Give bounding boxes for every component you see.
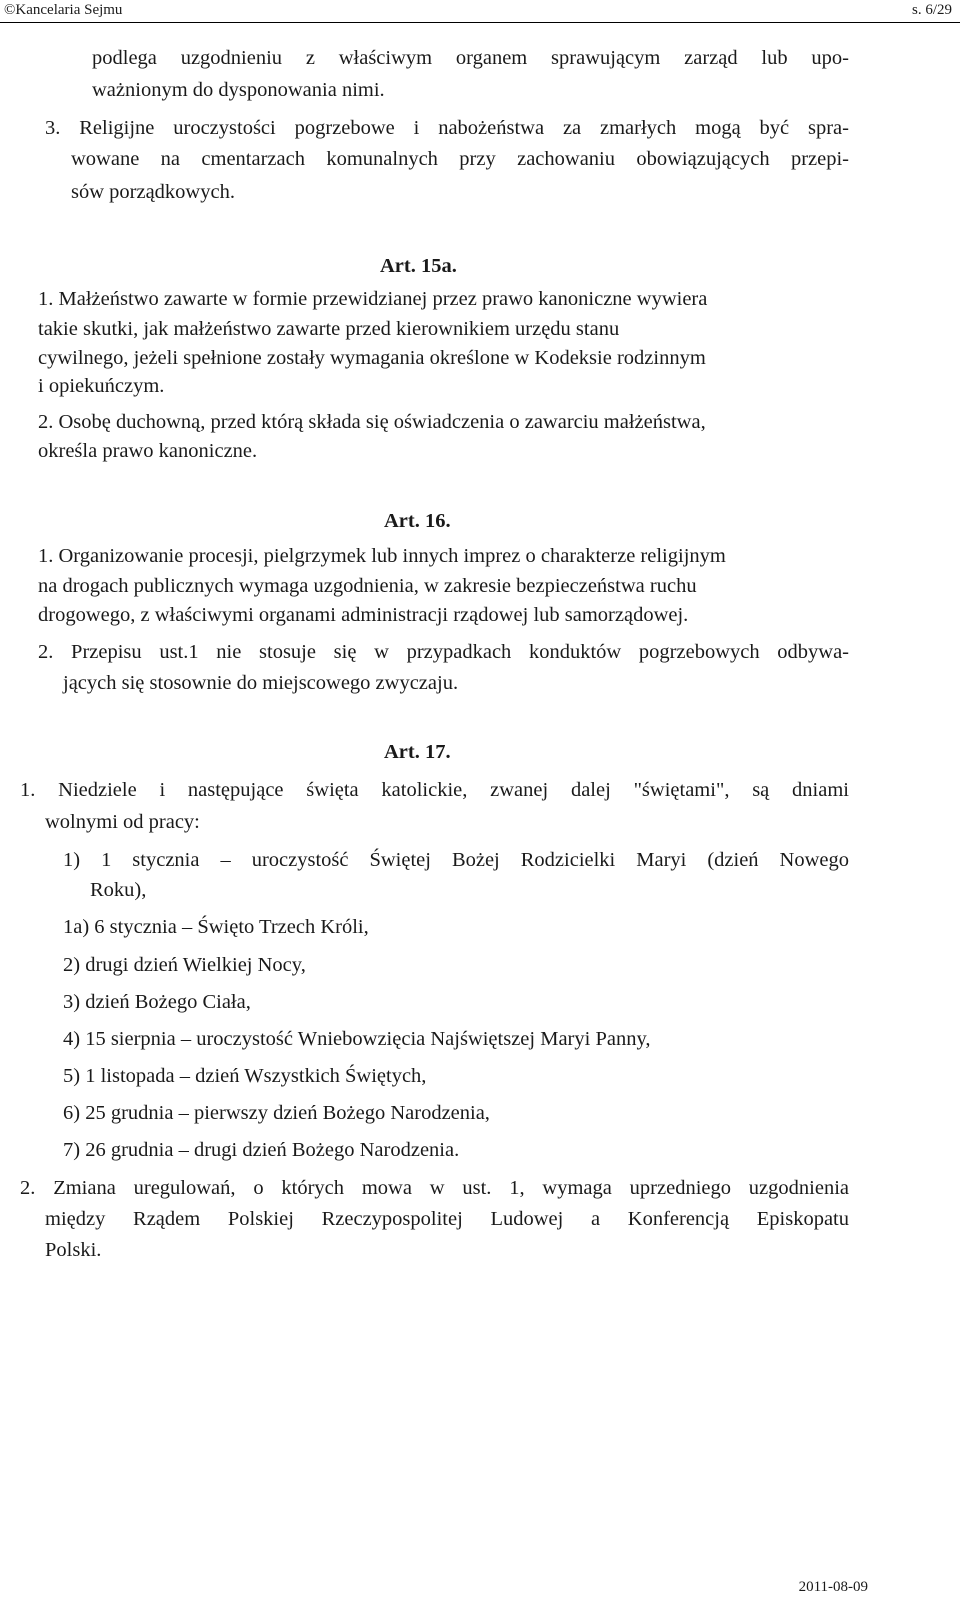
- art17-item-7: 7) 26 grudnia – drugi dzień Bożego Narodzenia.: [63, 1139, 460, 1161]
- p3-line-2: wowane na cmentarzach komunalnych przy zachowaniu obowiązujących przepi-: [71, 148, 849, 170]
- art17-item-4: 4) 15 sierpnia – uroczystość Wniebowzięcia Najświętszej Maryi Panny,: [63, 1028, 651, 1050]
- p3-line-1: 3. Religijne uroczystości pogrzebowe i nabożeństwa za zmarłych mogą być spra-: [45, 117, 849, 139]
- art17-item-5: 5) 1 listopada – dzień Wszystkich Świętych,: [63, 1065, 427, 1087]
- page-header: [0, 0, 960, 23]
- art17-item-2: 2) drugi dzień Wielkiej Nocy,: [63, 954, 306, 976]
- article-16-title: Art. 16.: [384, 510, 451, 532]
- art17-item-6: 6) 25 grudnia – pierwszy dzień Bożego Narodzenia,: [63, 1102, 490, 1124]
- art17-item-3: 3) dzień Bożego Ciała,: [63, 991, 251, 1013]
- header-page-number: s. 6/29: [911, 2, 952, 18]
- art15a-p1-line-2: takie skutki, jak małżeństwo zawarte przed kierownikiem urzędu stanu: [38, 318, 620, 340]
- article-15a-title: Art. 15a.: [380, 255, 457, 277]
- art16-p1-line-1: 1. Organizowanie procesji, pielgrzymek lub innych imprez o charakterze religijnym: [38, 545, 726, 567]
- art17-p2-line-1: 2. Zmiana uregulowań, o których mowa w ust. 1, wymaga uprzedniego uzgodnienia: [20, 1177, 849, 1199]
- art15a-p2-line-1: 2. Osobę duchowną, przed którą składa się oświadczenia o zawarciu małżeństwa,: [38, 411, 706, 433]
- art17-item-1-line-1: 1) 1 stycznia – uroczystość Świętej Bożej Rodzicielki Maryi (dzień Nowego: [63, 849, 849, 871]
- art16-p1-line-3: drogowego, z właściwymi organami administracji rządowej lub samorządowej.: [38, 604, 689, 626]
- art15a-p2-line-2: określa prawo kanoniczne.: [38, 440, 258, 462]
- footer-date: 2011-08-09: [798, 1579, 868, 1595]
- intro-line-2: ważnionym do dysponowania nimi.: [92, 79, 385, 101]
- article-17-title: Art. 17.: [384, 741, 451, 763]
- art15a-p1-line-1: 1. Małżeństwo zawarte w formie przewidzianej przez prawo kanoniczne wywiera: [38, 288, 708, 310]
- header-copyright: ©Kancelaria Sejmu: [4, 2, 123, 18]
- art17-item-1-line-2: Roku),: [90, 879, 147, 901]
- art17-p2-line-3: Polski.: [45, 1239, 102, 1261]
- art15a-p1-line-3: cywilnego, jeżeli spełnione zostały wymagania określone w Kodeksie rodzinnym: [38, 347, 706, 369]
- art16-p2-line-2: jących się stosownie do miejscowego zwyczaju.: [63, 672, 459, 694]
- art16-p1-line-2: na drogach publicznych wymaga uzgodnienia, w zakresie bezpieczeństwa ruchu: [38, 575, 697, 597]
- art15a-p1-line-4: i opiekuńczym.: [38, 375, 165, 397]
- p3-line-3: sów porządkowych.: [71, 181, 235, 203]
- intro-line-1: podlega uzgodnieniu z właściwym organem sprawującym zarząd lub upo-: [92, 47, 849, 69]
- art17-p2-line-2: między Rządem Polskiej Rzeczypospolitej Ludowej a Konferencją Episkopatu: [45, 1208, 849, 1230]
- art17-p1-line-2: wolnymi od pracy:: [45, 811, 200, 833]
- art17-item-1a: 1a) 6 stycznia – Święto Trzech Króli,: [63, 916, 369, 938]
- art16-p2-line-1: 2. Przepisu ust.1 nie stosuje się w przypadkach konduktów pogrzebowych odbywa-: [38, 641, 849, 663]
- art17-p1-line-1: 1. Niedziele i następujące święta katolickie, zwanej dalej "świętami", są dniami: [20, 779, 849, 801]
